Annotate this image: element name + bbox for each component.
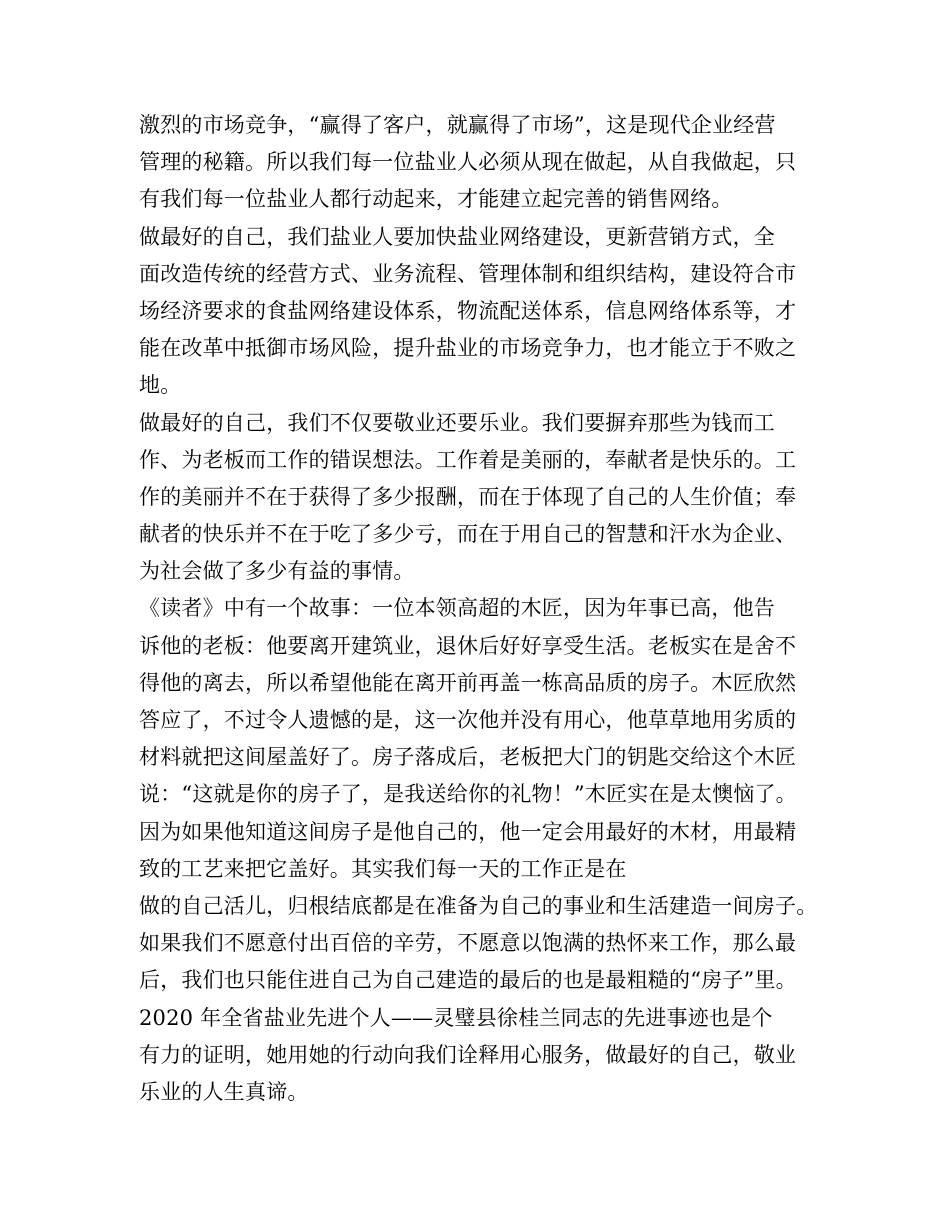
text-line: 得他的离去，所以希望他能在离开前再盖一栋高品质的房子。木匠欣然 [139,670,797,695]
text-line: 材料就把这间屋盖好了。房子落成后，老板把大门的钥匙交给这个木匠 [139,745,797,770]
text-line: 做最好的自己，我们盐业人要加快盐业网络建设，更新营销方式，全 [139,224,775,249]
document-body [139,107,819,1111]
text-line: 激烈的市场竞争，“赢得了客户，就赢得了市场”，这是现代企业经营 [139,113,776,137]
text-line: 做最好的自己，我们不仅要敬业还要乐业。我们要摒弃那些为钱而工 [139,410,775,435]
text-line: 面改造传统的经营方式、业务流程、管理体制和组织结构，建设符合市 [139,261,797,286]
text-line: 致的工艺来把它盖好。其实我们每一天的工作正是在 [139,856,627,881]
text-line: 如果我们不愿意付出百倍的辛劳，不愿意以饱满的热怀来工作，那么最 [139,931,797,956]
text-line: 地。 [139,373,182,398]
text-line: 场经济要求的食盐网络建设体系，物流配送体系，信息网络体系等，才 [139,298,797,323]
text-line: 有我们每一位盐业人都行动起来，才能建立起完善的销售网络。 [139,187,733,212]
text-line: 乐业的人生真谛。 [139,1079,309,1104]
text-line: 有力的证明，她用她的行动向我们诠释用心服务，做最好的自己，敬业 [139,1042,797,1067]
text-line: 诉他的老板：他要离开建筑业，退休后好好享受生活。老板实在是舍不 [139,633,797,658]
text-line: 答应了，不过令人遗憾的是，这一次他并没有用心，他草草地用劣质的 [139,708,797,732]
text-line: 做的自己活儿，归根结底都是在准备为自己的事业和生活建造一间房子。 [139,893,818,918]
text-line: 因为如果他知道这间房子是他自己的，他一定会用最好的木材，用最精 [139,819,797,844]
text-line: 2020 年全省盐业先进个人——灵璧县徐桂兰同志的先进事迹也是个 [139,1005,773,1030]
text-line: 《读者》中有一个故事：一位本领高超的木匠，因为年事已高，他告 [139,596,775,621]
text-line: 作的美丽并不在于获得了多少报酬，而在于体现了自己的人生价值；奉 [139,484,797,509]
text-line: 献者的快乐并不在于吃了多少亏，而在于用自己的智慧和汗水为企业、 [139,522,797,547]
text-line: 为社会做了多少有益的事情。 [139,559,415,584]
text-line: 说：“这就是你的房子了，是我送给你的礼物！”木匠实在是太懊恼了。 [139,782,797,807]
text-line: 能在改革中抵御市场风险，提升盐业的市场竞争力，也才能立于不败之 [139,336,797,361]
text-line: 管理的秘籍。所以我们每一位盐业人必须从现在做起，从自我做起，只 [139,150,797,175]
text-line: 作、为老板而工作的错误想法。工作着是美丽的，奉献者是快乐的。工 [139,447,797,472]
text-line: 后，我们也只能住进自己为自己建造的最后的也是最粗糙的“房子”里。 [139,968,797,993]
